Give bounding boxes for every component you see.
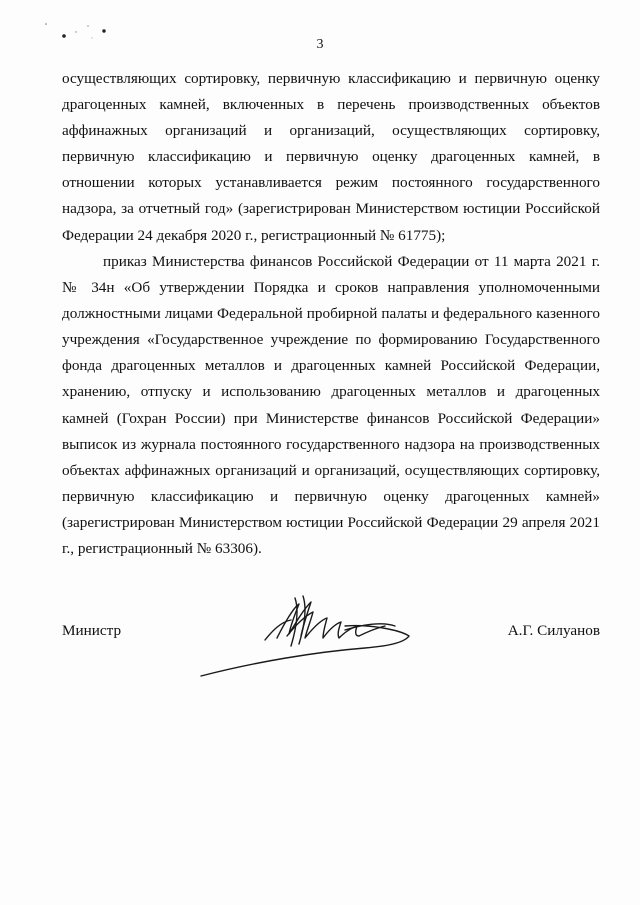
paragraph-continuation: осуществляющих сортировку, первичную классификацию и первичную оценку драгоценных камней, включенных в перечень производственных объектов аффинажных организаций и организаций, осуществляющих сортировку, первичную классификацию и первичную оценку драгоценных камней, в отношении которых устанавливается режим постоянного государственного надзора, за отчетный год» (зарегистрирован Министерством юстиции Российской Федерации 24 декабря 2020 г., регистрационный № 61775); <box>62 70 600 244</box>
signature-block <box>0 590 640 690</box>
signer-title: Министр <box>62 622 122 639</box>
page-number: 3 <box>316 37 324 52</box>
signer-name: А.Г. Силуанов <box>507 622 600 639</box>
paragraph-order-34n: приказ Министерства финансов Российской Федерации от 11 марта 2021 г. № 34н «Об утверждении Порядка и сроков направления уполномоченными должностными лицами Федеральной пробирной палаты и федерального казенного учреждения «Государственное учреждение по формированию Государственного фонда драгоценных металлов и драгоценных камней Российской Федерации, хранению, отпуску и использованию драгоценных металлов и драгоценных камней (Гохран России) при Министерстве финансов Российской Федерации» выписок из журнала постоянного государственного надзора на производственных объектах аффинажных организаций и организаций, осуществляющих сортировку, первичную классификацию и первичную оценку драгоценных камней» (зарегистрирован Министерством юстиции Российской Федерации 29 апреля 2021 г., регистрационный № 63306). <box>62 253 600 558</box>
handwritten-signature <box>195 590 425 685</box>
